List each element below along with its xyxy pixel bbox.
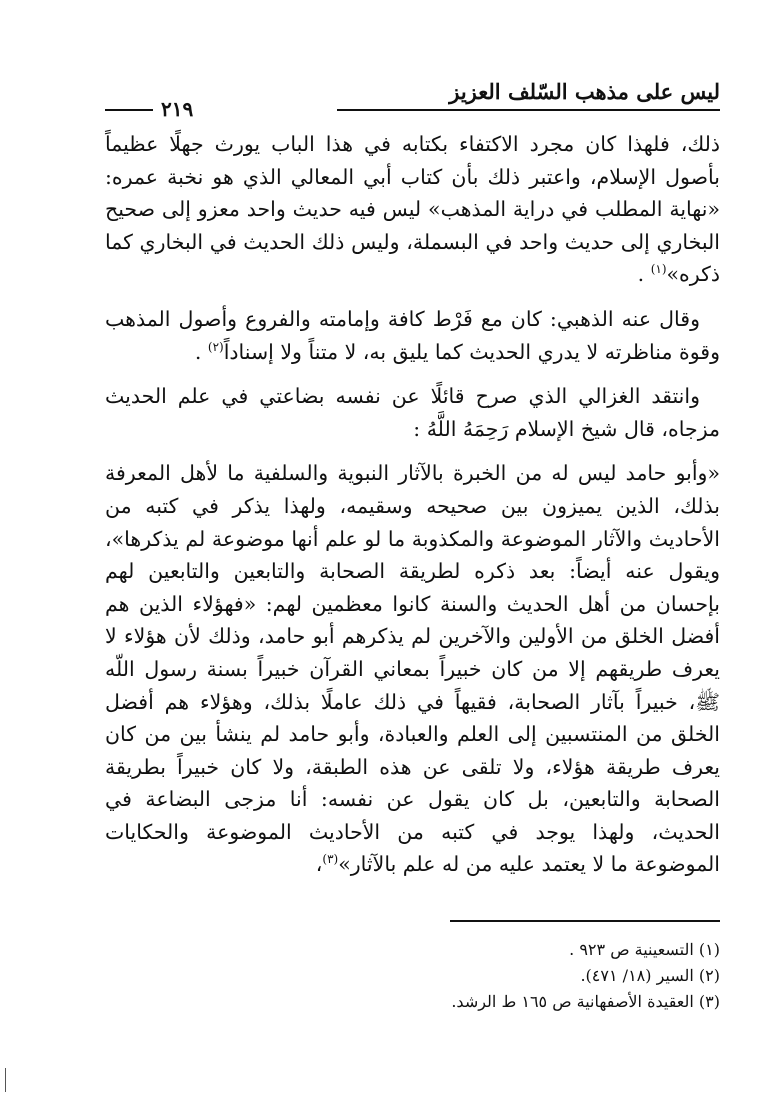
footnotes bbox=[100, 937, 720, 1015]
paragraph-1-text: ذلك، فلهذا كان مجرد الاكتفاء بكتابه في هذا الباب يورث جهلًا عظيماً بأصول الإسلام، واعتبر ذلك بأن كتاب أبي المعالي الذي هو نخبة عمره: «نهاية المطلب في دراية المذهب» ليس فيه حديث واحد معزو إلى صحيح البخاري إلى حديث واحد في البسملة، وليس ذلك الحديث في البخاري كما ذكره» bbox=[105, 132, 720, 287]
paragraph-1-end: . bbox=[637, 262, 651, 287]
paragraph-3 bbox=[105, 380, 720, 445]
footnote-1: (١) التسعينية ص ٩٢٣ . bbox=[569, 940, 720, 959]
paragraph-2-text: وقال عنه الذهبي: كان مع فَرْط كافة وإمامته والفروع وأصول المذهب وقوة مناظرته لا يدري الحديث كما يليق به، لا متناً ولا إسناداً bbox=[105, 306, 720, 364]
page-header bbox=[105, 78, 720, 121]
paragraph-1 bbox=[105, 128, 720, 291]
footnote-ref-2: (٢) bbox=[207, 339, 224, 354]
paragraph-3-text: وانتقد الغزالي الذي صرح قائلًا عن نفسه بضاعتي في علم الحديث مزجاه، قال شيخ الإسلام رَحِمَهُ اللَّهُ : bbox=[105, 384, 720, 441]
paragraph-4-quote bbox=[105, 457, 720, 881]
running-title: ليس على مذهب السّلف العزيز bbox=[449, 79, 720, 104]
footnote-2: (٢) السير (١٨/ ٤٧١). bbox=[580, 966, 720, 985]
scan-margin-mark bbox=[5, 1068, 6, 1092]
paragraph-2 bbox=[105, 303, 720, 368]
body-text bbox=[105, 128, 720, 881]
footnote-ref-3: (٣) bbox=[322, 852, 339, 867]
page-number: ٢١٩ bbox=[161, 97, 194, 121]
footnote-ref-1: (١) bbox=[650, 262, 667, 277]
footnote-3: (٣) العقيدة الأصفهانية ص ١٦٥ ط الرشد. bbox=[451, 992, 720, 1011]
header-rule bbox=[337, 109, 720, 111]
paragraph-4-text: «وأبو حامد ليس له من الخبرة بالآثار النبوية والسلفية ما لأهل المعرفة بذلك، الذين يميزون بين صحيحه وسقيمه، ولهذا يذكر في كتبه من الأحاديث والآثار الموضوعة والمكذوبة ما لو علم أنها موضوعة لم يذكرها»، ويقول عنه أيضاً: بعد ذكره لطريقة الصحابة والتابعين والتابعين لهم بإحسان من أهل الحديث والسنة كانوا معظمين لهم: «فهؤلاء الذين هم أفضل الخلق من الأولين والآخرين لم يذكرهم أبو حامد، وذلك لأن هؤلاء لا يعرف طريقهم إلا من كان خبيراً بمعاني القرآن خبيراً بسنة رسول اللّه ﷺ، خبيراً بآثار الصحابة، فقيهاً في ذلك عاملًا بذلك، وهؤلاء هم أفضل الخلق من المنتسبين إلى العلم والعبادة، وأبو حامد لم ينشأ بين من كان يعرف طريقة هؤلاء، ولا تلقى عن هذه الطبقة، ولا كان خبيراً بطريقة الصحابة والتابعين، بل كان يقول عن نفسه: أنا مزجى البضاعة في الحديث، ولهذا يوجد في كتبه من الأحاديث الموضوعة والحكايات الموضوعة ما لا يعتمد عليه من له علم بالآثار» bbox=[105, 461, 720, 877]
paragraph-4-end: ، bbox=[315, 852, 323, 877]
page-number-rule bbox=[105, 109, 153, 111]
footnote-separator bbox=[450, 920, 720, 922]
paragraph-2-end: . bbox=[194, 339, 208, 364]
